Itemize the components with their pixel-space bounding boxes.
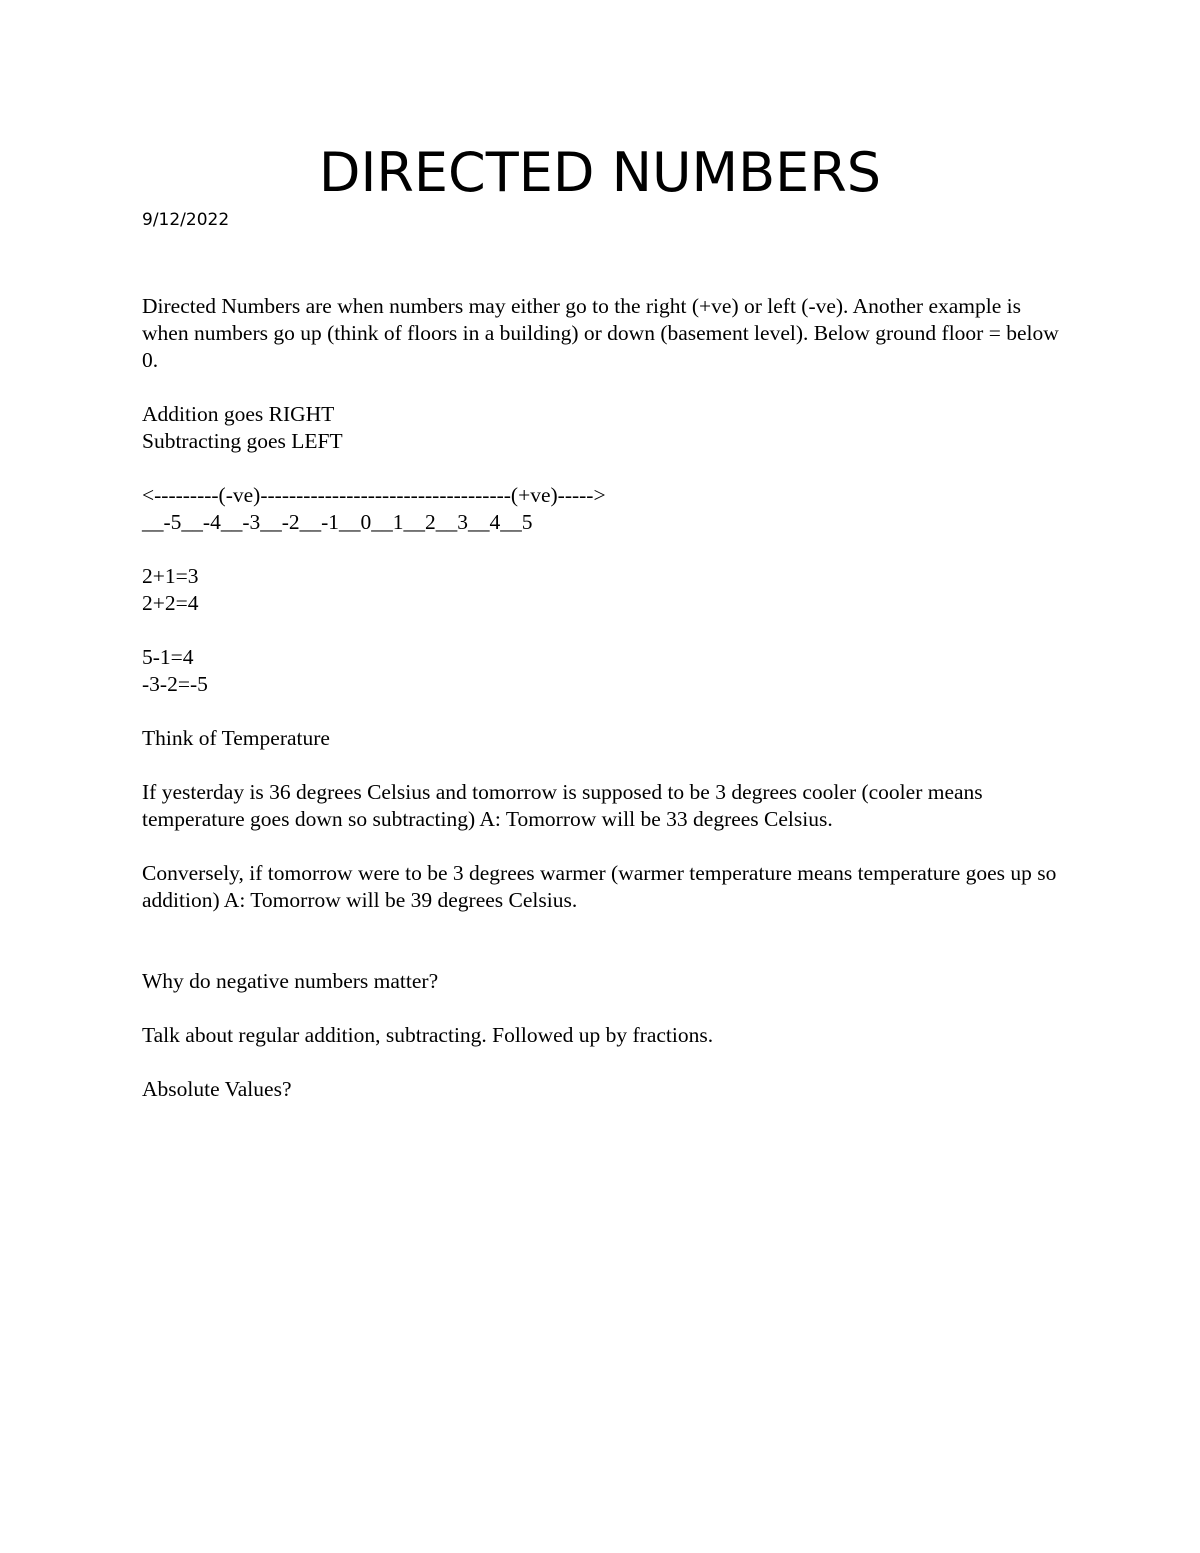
temperature-heading: Think of Temperature xyxy=(142,726,330,750)
equation: 2+2=4 xyxy=(142,591,199,615)
intro-paragraph: Directed Numbers are when numbers may either go to the right (+ve) or left (-ve). Another example is when numbers go up (think of floors in a building) or down (basement level). Below ground floor = below 0. xyxy=(142,294,1059,372)
talk-about-note: Talk about regular addition, subtracting. Followed up by fractions. xyxy=(142,1023,714,1047)
why-negative-question: Why do negative numbers matter? xyxy=(142,969,439,993)
number-line-arrow: <---------(-ve)-----------------------------------(+ve)-----> xyxy=(142,483,606,507)
document-title: DIRECTED NUMBERS xyxy=(318,141,882,204)
addition-rule: Addition goes RIGHT xyxy=(142,402,335,426)
document-body xyxy=(142,293,1062,1130)
absolute-values-note: Absolute Values? xyxy=(142,1077,292,1101)
number-line-values: __-5__-4__-3__-2__-1__0__1__2__3__4__5 xyxy=(142,510,533,534)
equation: -3-2=-5 xyxy=(142,672,208,696)
subtracting-rule: Subtracting goes LEFT xyxy=(142,429,343,453)
subtraction-examples xyxy=(142,644,1062,698)
temperature-warmer-paragraph: Conversely, if tomorrow were to be 3 degrees warmer (warmer temperature means temperature goes up so addition) A: Tomorrow will be 39 degrees Celsius. xyxy=(142,861,1057,912)
direction-rules xyxy=(142,401,1062,455)
document-date: 9/12/2022 xyxy=(142,210,230,230)
equation: 2+1=3 xyxy=(142,564,199,588)
addition-examples xyxy=(142,563,1062,617)
temperature-cooler-paragraph: If yesterday is 36 degrees Celsius and tomorrow is supposed to be 3 degrees cooler (cooler means temperature goes down so subtracting) A: Tomorrow will be 33 degrees Celsius. xyxy=(142,780,983,831)
number-line-block xyxy=(142,482,1062,536)
equation: 5-1=4 xyxy=(142,645,194,669)
